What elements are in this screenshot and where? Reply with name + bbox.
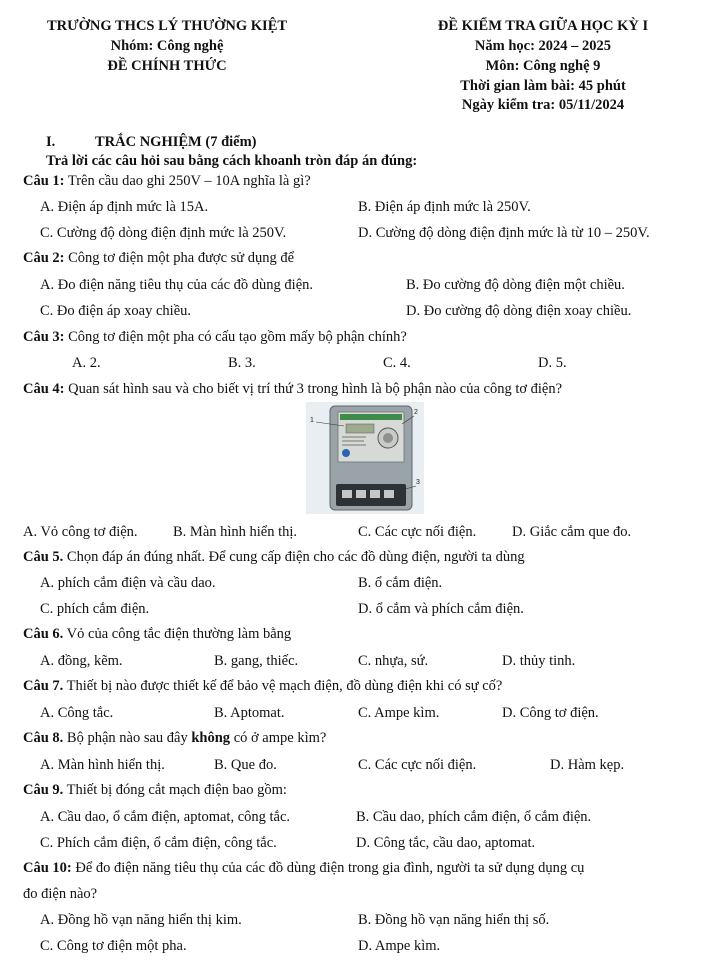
question-10 xyxy=(23,860,584,877)
q6-option-d[interactable]: D. thủy tinh. xyxy=(502,653,576,669)
question-label: Câu 1: xyxy=(23,173,65,189)
question-7 xyxy=(23,678,502,695)
question-4 xyxy=(23,381,562,398)
q9-option-a[interactable]: A. Cầu dao, ổ cắm điện, aptomat, công tắc. xyxy=(40,809,291,825)
q8-option-d[interactable]: D. Hàm kẹp. xyxy=(550,757,625,773)
question-1 xyxy=(23,173,311,190)
group-name: Nhóm: Công nghệ xyxy=(110,38,224,54)
exam-date: Ngày kiểm tra: 05/11/2024 xyxy=(461,97,625,113)
question-text: Bộ phận nào sau đây xyxy=(63,730,192,746)
q8-option-a[interactable]: A. Màn hình hiển thị. xyxy=(40,757,165,773)
q9-option-c[interactable]: C. Phích cắm điện, ổ cắm điện, công tắc. xyxy=(40,835,277,851)
q3-option-b[interactable]: B. 3. xyxy=(228,355,256,371)
q4-option-b[interactable]: B. Màn hình hiển thị. xyxy=(173,524,298,540)
q3-option-a[interactable]: A. 2. xyxy=(72,355,101,371)
q8-option-c[interactable]: C. Các cực nối điện. xyxy=(358,757,477,773)
official-label: ĐỀ CHÍNH THỨC xyxy=(107,58,227,74)
q2-option-c[interactable]: C. Đo điện áp xoay chiều. xyxy=(40,303,192,319)
question-5 xyxy=(23,549,525,566)
duration: Thời gian làm bài: 45 phút xyxy=(460,78,626,94)
school-year: Năm học: 2024 – 2025 xyxy=(474,38,612,54)
question-label: Câu 10: xyxy=(23,860,72,876)
q5-option-a[interactable]: A. phích cắm điện và cầu dao. xyxy=(40,575,216,591)
q2-option-d[interactable]: D. Đo cường độ dòng điện xoay chiều. xyxy=(406,303,632,319)
q4-option-a[interactable]: A. Vỏ công tơ điện. xyxy=(23,524,138,540)
q6-option-c[interactable]: C. nhựa, sứ. xyxy=(358,653,429,669)
q3-option-d[interactable]: D. 5. xyxy=(538,355,567,371)
section-number: I. xyxy=(46,134,56,150)
question-label: Câu 8. xyxy=(23,730,64,746)
q6-option-b[interactable]: B. gang, thiếc. xyxy=(214,653,299,669)
question-label: Câu 3: xyxy=(23,329,65,345)
q2-option-b[interactable]: B. Đo cường độ dòng điện một chiều. xyxy=(406,277,625,293)
q5-option-c[interactable]: C. phích cắm điện. xyxy=(40,601,150,617)
q10-option-c[interactable]: C. Công tơ điện một pha. xyxy=(40,938,187,954)
question-text: Để đo điện năng tiêu thụ của các đồ dùng điện trong gia đình, người ta sử dụng dụng cụ xyxy=(71,860,585,876)
q1-option-b[interactable]: B. Điện áp định mức là 250V. xyxy=(358,199,531,215)
q8-option-b[interactable]: B. Que đo. xyxy=(214,757,277,773)
question-label: Câu 9. xyxy=(23,782,64,798)
question-text: Chọn đáp án đúng nhất. Để cung cấp điện cho các đồ dùng điện, người ta dùng xyxy=(63,549,525,565)
question-10-continued: đo điện nào? xyxy=(23,886,98,902)
question-label: Câu 6. xyxy=(23,626,64,642)
callout-label-3: 3 xyxy=(416,479,420,486)
question-3 xyxy=(23,329,407,346)
q4-option-d[interactable]: D. Giắc cắm que đo. xyxy=(512,524,632,540)
callout-label-2: 2 xyxy=(414,409,418,416)
question-label: Câu 4: xyxy=(23,381,65,397)
q1-option-d[interactable]: D. Cường độ dòng điện định mức là từ 10 – 250V. xyxy=(358,225,650,241)
q7-option-a[interactable]: A. Công tắc. xyxy=(40,705,114,721)
q10-option-b[interactable]: B. Đồng hồ vạn năng hiển thị số. xyxy=(358,912,550,928)
school-name: TRƯỜNG THCS LÝ THƯỜNG KIỆT xyxy=(46,18,288,34)
q7-option-c[interactable]: C. Ampe kìm. xyxy=(358,705,440,721)
section-instruction: Trả lời các câu hỏi sau bằng cách khoanh tròn đáp án đúng: xyxy=(46,153,418,169)
q9-option-d[interactable]: D. Công tắc, cầu dao, aptomat. xyxy=(356,835,536,851)
question-label: Câu 5. xyxy=(23,549,64,565)
q5-option-b[interactable]: B. ổ cắm điện. xyxy=(358,575,443,591)
q2-option-a[interactable]: A. Đo điện năng tiêu thụ của các đồ dùng điện. xyxy=(40,277,314,293)
question-text: Quan sát hình sau và cho biết vị trí thứ 3 trong hình là bộ phận nào của công tơ điện? xyxy=(64,381,563,397)
q1-option-c[interactable]: C. Cường độ dòng điện định mức là 250V. xyxy=(40,225,287,241)
question-2 xyxy=(23,250,294,267)
q7-option-d[interactable]: D. Công tơ điện. xyxy=(502,705,599,721)
q1-option-a[interactable]: A. Điện áp định mức là 15A. xyxy=(40,199,209,215)
question-text-emphasis: không xyxy=(191,730,231,746)
q3-option-c[interactable]: C. 4. xyxy=(383,355,411,371)
q9-option-b[interactable]: B. Cầu dao, phích cắm điện, ổ cắm điện. xyxy=(356,809,592,825)
question-9 xyxy=(23,782,287,799)
q7-option-b[interactable]: B. Aptomat. xyxy=(214,705,285,721)
q10-option-d[interactable]: D. Ampe kìm. xyxy=(358,938,441,954)
question-text: có ở ampe kìm? xyxy=(230,730,327,746)
q5-option-d[interactable]: D. ổ cắm và phích cắm điện. xyxy=(358,601,524,617)
question-text: Thiết bị đóng cắt mạch điện bao gồm: xyxy=(63,782,287,798)
q6-option-a[interactable]: A. đồng, kẽm. xyxy=(40,653,123,669)
subject: Môn: Công nghệ 9 xyxy=(485,58,601,74)
question-text: Công tơ điện một pha được sử dụng để xyxy=(64,250,295,266)
question-text: Trên cầu dao ghi 250V – 10A nghĩa là gì? xyxy=(64,173,311,189)
question-label: Câu 2: xyxy=(23,250,65,266)
question-6 xyxy=(23,626,291,643)
q10-option-a[interactable]: A. Đồng hồ vạn năng hiển thị kim. xyxy=(40,912,242,928)
q4-option-c[interactable]: C. Các cực nối điện. xyxy=(358,524,477,540)
exam-title: ĐỀ KIỂM TRA GIỮA HỌC KỲ I xyxy=(437,18,649,34)
question-8 xyxy=(23,730,326,747)
section-title: TRẮC NGHIỆM (7 điểm) xyxy=(95,134,257,150)
callout-label-1: 1 xyxy=(310,417,314,424)
question-text: Công tơ điện một pha có cấu tạo gồm mấy bộ phận chính? xyxy=(64,329,407,345)
electricity-meter-figure xyxy=(306,402,424,514)
question-text: Vỏ của công tắc điện thường làm bằng xyxy=(63,626,292,642)
question-label: Câu 7. xyxy=(23,678,64,694)
question-text: Thiết bị nào được thiết kế để bảo vệ mạch điện, đồ dùng điện khi có sự cố? xyxy=(63,678,503,694)
